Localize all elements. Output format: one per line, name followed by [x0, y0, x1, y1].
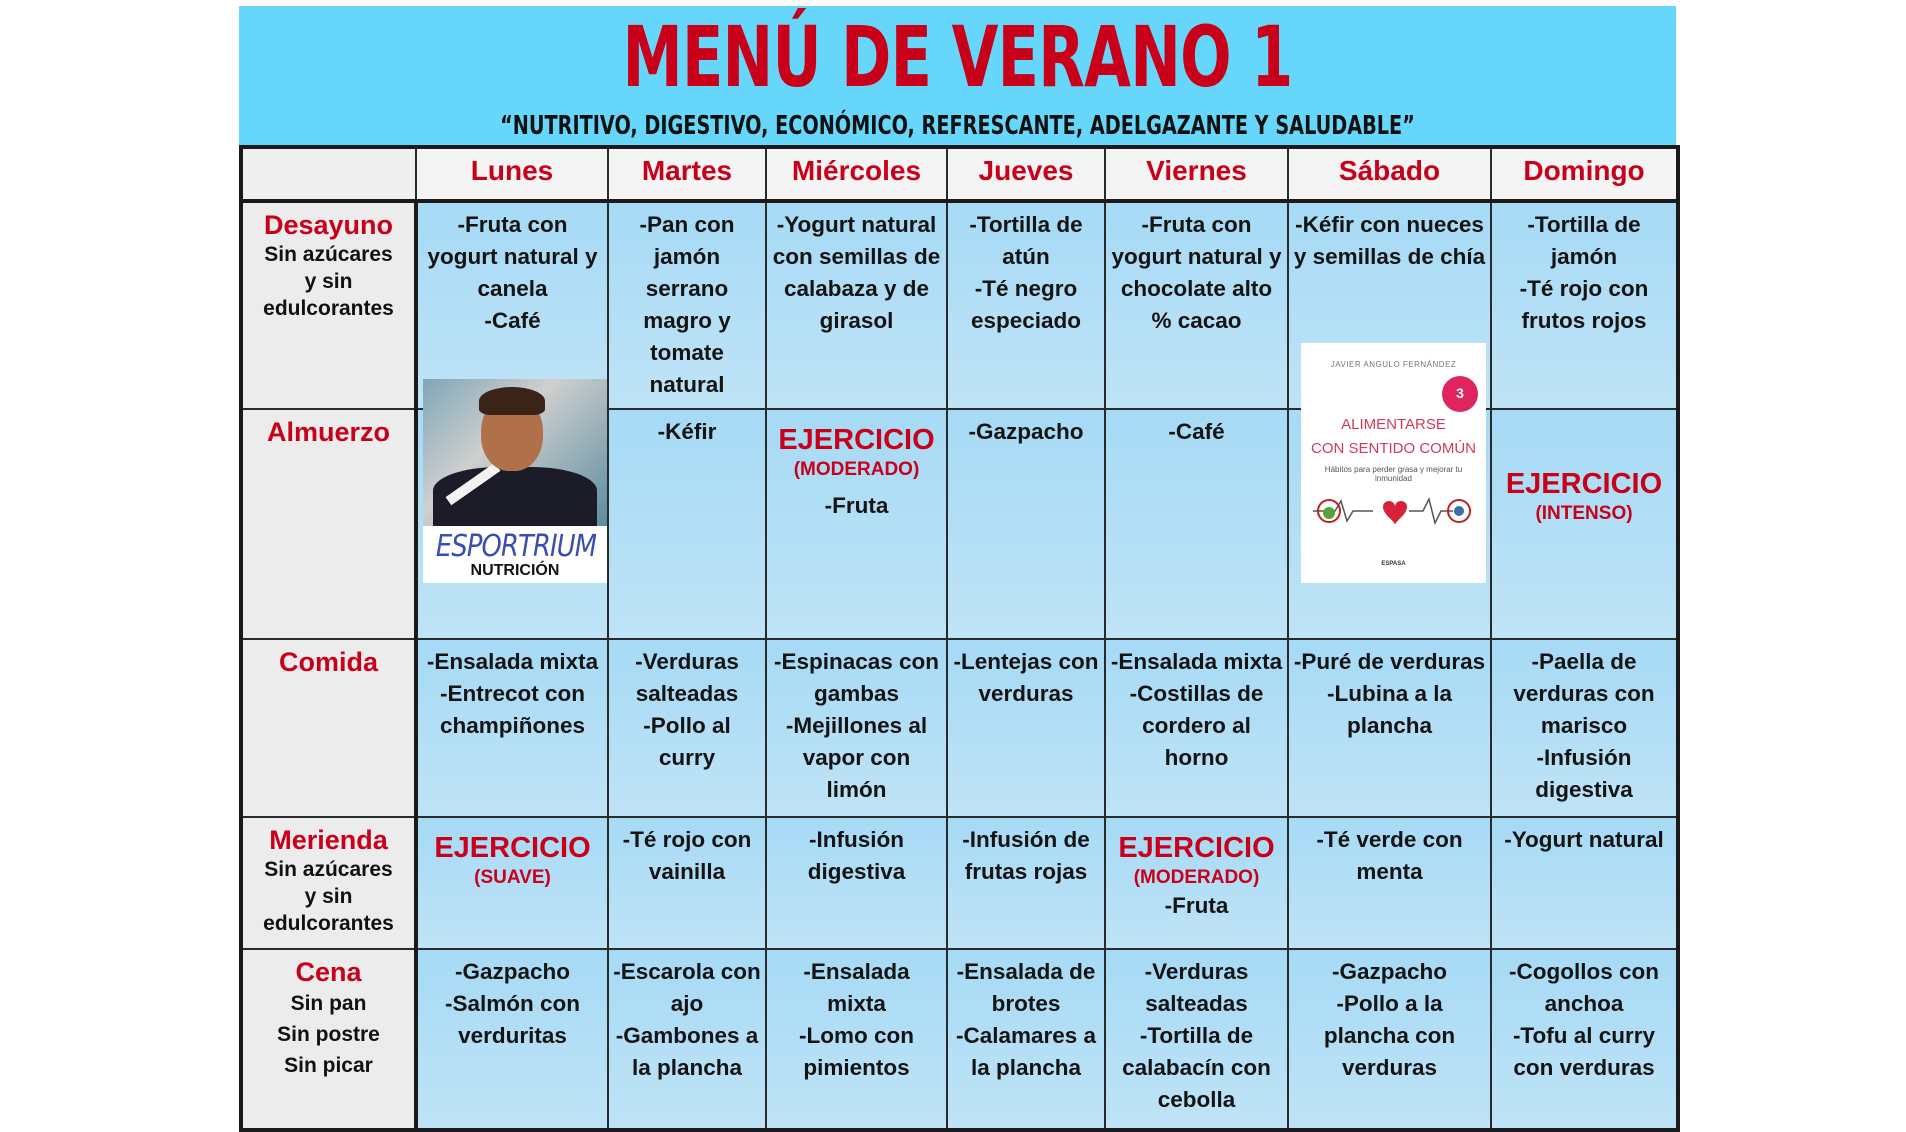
cell-merienda-miercoles — [766, 817, 947, 949]
cell-cena-martes — [608, 949, 766, 1130]
menu-sheet — [239, 6, 1676, 1112]
cell-cena-miercoles — [766, 949, 947, 1130]
cell-merienda-viernes — [1105, 817, 1288, 949]
food-item: -Gazpacho — [968, 419, 1084, 444]
cell-comida-sabado — [1288, 639, 1491, 817]
rowhead-merienda — [241, 817, 416, 949]
esportrium-promo-image — [423, 379, 607, 583]
cell-comida-jueves — [947, 639, 1105, 817]
book-publisher: ESPASA — [1381, 561, 1406, 567]
exercise-label: EJERCICIO — [1505, 468, 1663, 500]
meal-note: Sin azúcares y sin edulcorantes — [263, 858, 394, 935]
row-comida — [241, 639, 1678, 817]
food-item: -Paella de verduras con marisco — [1513, 649, 1655, 738]
menu-title: MENÚ DE VERANO 1 — [622, 8, 1293, 106]
food-item: -Lubina a la plancha — [1326, 681, 1452, 738]
rowhead-desayuno — [241, 201, 416, 409]
cell-desayuno-jueves — [947, 201, 1105, 409]
cell-almuerzo-jueves — [947, 409, 1105, 639]
menu-subtitle: “NUTRITIVO, DIGESTIVO, ECONÓMICO, REFRESCANTE, ADELGAZANTE Y SALUDABLE” — [500, 111, 1415, 141]
exercise-label: EJERCICIO — [434, 832, 591, 864]
food-item: -Verduras salteadas — [1144, 959, 1249, 1016]
menu-header — [239, 6, 1676, 145]
meal-label: Comida — [278, 647, 378, 677]
meal-note: Sin azúcares y sin edulcorantes — [263, 243, 394, 320]
food-item: -Ensalada mixta — [1110, 649, 1283, 674]
cell-almuerzo-viernes — [1105, 409, 1288, 639]
food-item: -Escarola con ajo — [613, 959, 761, 1016]
exercise-level: (MODERADO) — [793, 459, 920, 480]
food-item: -Fruta con yogurt natural y canela — [427, 212, 598, 301]
cell-desayuno-lunes — [416, 201, 608, 409]
edition-badge: 3 — [1442, 376, 1478, 412]
food-item: -Té verde con menta — [1316, 827, 1463, 884]
cell-merienda-martes — [608, 817, 766, 949]
cell-cena-jueves — [947, 949, 1105, 1130]
food-item: -Yogurt natural — [1504, 827, 1664, 852]
exercise-level: (INTENSO) — [1535, 503, 1633, 524]
food-item: -Té negro especiado — [970, 276, 1082, 333]
rowhead-comida — [241, 639, 416, 817]
food-item: -Infusión digestiva — [807, 827, 906, 884]
book-title-line: ALIMENTARSE — [1341, 416, 1446, 433]
food-item: -Pan con jamón serrano magro y tomate natural — [639, 212, 735, 397]
day-header-jueves: Jueves — [947, 147, 1105, 201]
rowhead-cena — [241, 949, 416, 1130]
food-item: -Gazpacho — [454, 959, 571, 984]
food-item: -Ensalada de brotes — [956, 959, 1096, 1016]
food-item: -Café — [1168, 419, 1225, 444]
food-item: -Costillas de cordero al horno — [1129, 681, 1264, 770]
cell-desayuno-miercoles — [766, 201, 947, 409]
food-item: -Pollo al curry — [643, 713, 731, 770]
cell-cena-viernes — [1105, 949, 1288, 1130]
food-item: -Calamares a la plancha — [955, 1023, 1097, 1080]
cell-merienda-sabado — [1288, 817, 1491, 949]
row-cena — [241, 949, 1678, 1130]
food-item: -Té rojo con vainilla — [622, 827, 752, 884]
food-item: -Café — [484, 308, 541, 333]
rowhead-almuerzo — [241, 409, 416, 639]
esportrium-logo: ESPORTRIUM — [435, 529, 597, 564]
book-title — [1301, 413, 1486, 461]
food-item: -Infusión digestiva — [1535, 745, 1633, 802]
exercise-level: (MODERADO) — [1133, 867, 1260, 888]
exercise-label: EJERCICIO — [778, 424, 935, 456]
meal-label: Almuerzo — [266, 417, 391, 447]
day-header-sabado: Sábado — [1288, 147, 1491, 201]
day-header-viernes: Viernes — [1105, 147, 1288, 201]
food-item: -Fruta — [1164, 893, 1229, 918]
meal-note: Sin pan — [290, 992, 367, 1015]
food-item: -Tortilla de jamón — [1527, 212, 1641, 269]
cell-desayuno-domingo — [1491, 201, 1678, 409]
food-item: -Cogollos con anchoa — [1509, 959, 1659, 1016]
book-author: JAVIER ANGULO FERNÁNDEZ — [1330, 360, 1457, 369]
book-cover-image — [1301, 343, 1486, 583]
food-item: -Verduras salteadas — [635, 649, 739, 706]
food-item: -Tortilla de atún — [969, 212, 1083, 269]
food-item: -Ensalada mixta — [426, 649, 599, 674]
food-item: -Fruta — [824, 493, 889, 518]
food-item: -Espinacas con gambas — [773, 649, 940, 706]
food-item: -Yogurt natural con semillas de calabaza y de girasol — [772, 212, 941, 333]
food-item: -Ensalada mixta — [803, 959, 910, 1016]
food-item: -Fruta con yogurt natural y chocolate alto % cacao — [1111, 212, 1282, 333]
food-item: -Kéfir con nueces y semillas de chía — [1293, 212, 1486, 269]
meal-label: Desayuno — [263, 210, 394, 240]
cell-cena-domingo — [1491, 949, 1678, 1130]
food-item: -Tofu al curry con verduras — [1512, 1023, 1656, 1080]
book-subtitle: Hábitos para perder grasa y mejorar tu inmunidad — [1324, 465, 1463, 483]
day-header-miercoles: Miércoles — [766, 147, 947, 201]
cell-almuerzo-martes — [608, 409, 766, 639]
exercise-level: (SUAVE) — [474, 867, 551, 888]
cell-comida-domingo — [1491, 639, 1678, 817]
food-item: -Infusión de frutas rojas — [962, 827, 1090, 884]
food-item: -Pollo a la plancha con verduras — [1323, 991, 1456, 1080]
esportrium-subtitle: NUTRICIÓN — [470, 562, 560, 579]
meal-note: Sin picar — [284, 1054, 373, 1077]
weekly-menu-table — [239, 145, 1680, 1132]
food-item: -Tortilla de calabacín con cebolla — [1122, 1023, 1271, 1112]
cell-comida-miercoles — [766, 639, 947, 817]
food-item: -Entrecot con champiñones — [439, 681, 586, 738]
food-item: -Gambones a la plancha — [615, 1023, 759, 1080]
food-item: -Kéfir — [657, 419, 717, 444]
day-header-lunes: Lunes — [416, 147, 608, 201]
cell-cena-lunes — [416, 949, 608, 1130]
row-merienda — [241, 817, 1678, 949]
meal-label: Merienda — [269, 825, 388, 855]
meal-label: Cena — [295, 957, 362, 987]
day-header-martes: Martes — [608, 147, 766, 201]
cell-comida-martes — [608, 639, 766, 817]
food-item: -Gazpacho — [1331, 959, 1448, 984]
food-item: -Té rojo con frutos rojos — [1519, 276, 1649, 333]
heartbeat-icon — [1313, 493, 1474, 529]
food-item: -Lentejas con verduras — [953, 649, 1099, 706]
cell-almuerzo-miercoles — [766, 409, 947, 639]
corner-cell — [241, 147, 416, 201]
cell-merienda-lunes — [416, 817, 608, 949]
day-header-domingo: Domingo — [1491, 147, 1678, 201]
meal-note: Sin postre — [277, 1023, 380, 1046]
food-item: -Puré de verduras — [1293, 649, 1486, 674]
cell-comida-lunes — [416, 639, 608, 817]
cell-merienda-jueves — [947, 817, 1105, 949]
coach-hair-shape — [479, 387, 545, 415]
cell-comida-viernes — [1105, 639, 1288, 817]
cell-almuerzo-domingo — [1491, 409, 1678, 639]
food-item: -Salmón con verduritas — [444, 991, 580, 1048]
book-title-line: CON SENTIDO COMÚN — [1311, 440, 1476, 457]
cell-merienda-domingo — [1491, 817, 1678, 949]
food-item: -Lomo con pimientos — [799, 1023, 914, 1080]
cell-cena-sabado — [1288, 949, 1491, 1130]
exercise-label: EJERCICIO — [1118, 832, 1275, 864]
food-item: -Mejillones al vapor con limón — [785, 713, 928, 802]
cell-desayuno-viernes — [1105, 201, 1288, 409]
cell-desayuno-martes — [608, 201, 766, 409]
